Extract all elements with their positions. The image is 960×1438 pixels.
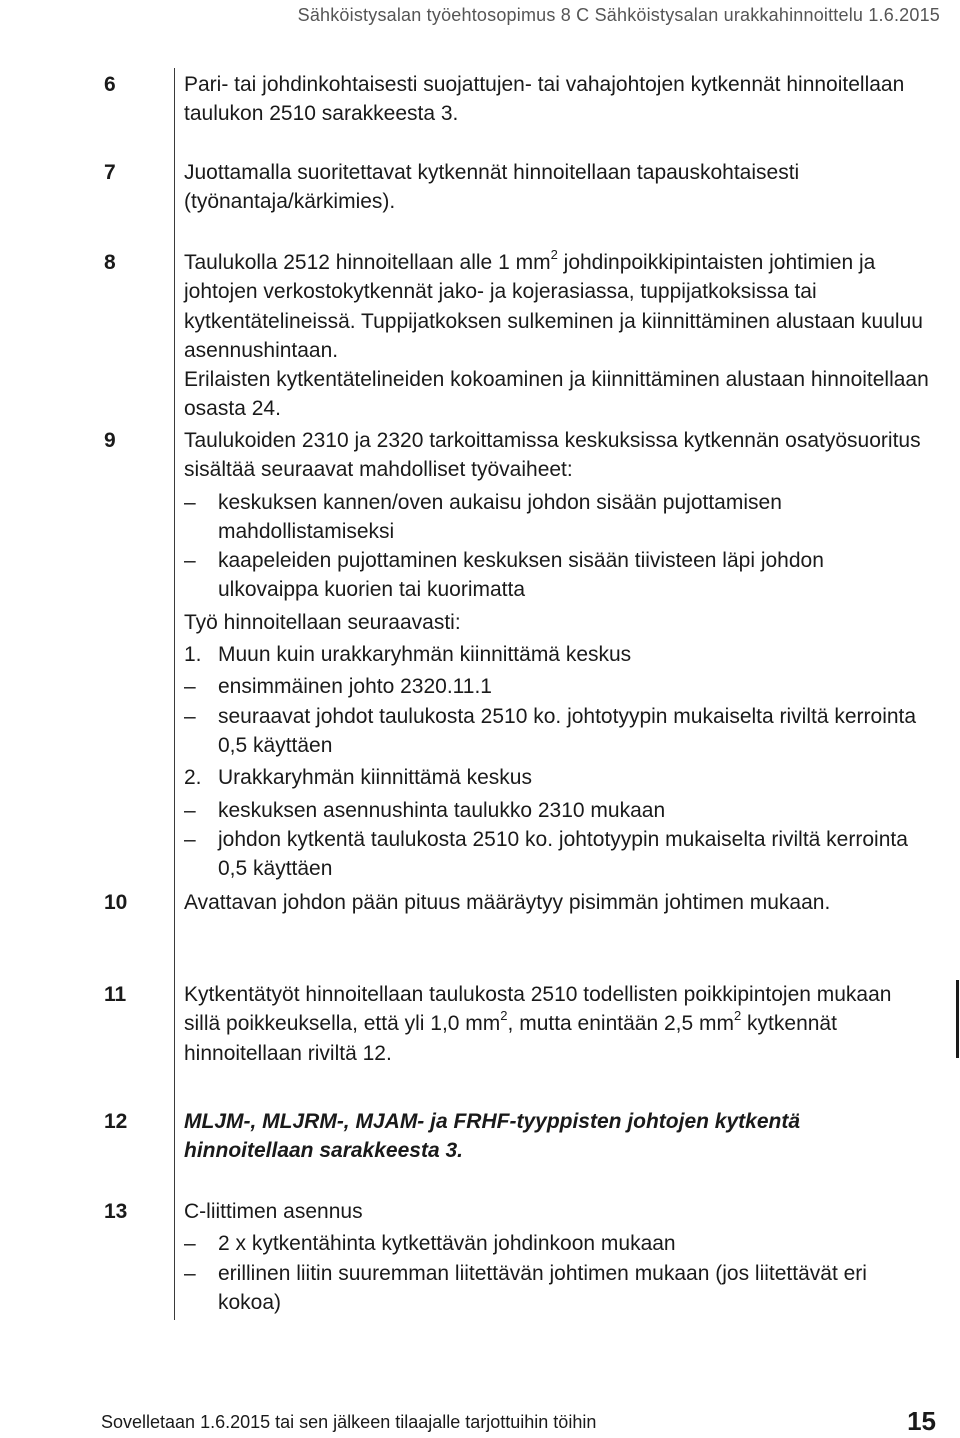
dash-bullet: – bbox=[184, 490, 196, 514]
item-number: 11 bbox=[104, 983, 127, 1006]
superscript: 2 bbox=[550, 247, 558, 262]
item-text bbox=[184, 426, 929, 883]
paragraph: C-liittimen asennus bbox=[184, 1200, 363, 1223]
dash-bullet: – bbox=[184, 1232, 196, 1256]
list-item bbox=[184, 702, 929, 761]
case-title: Urakkaryhmän kiinnittämä keskus bbox=[218, 766, 532, 790]
paragraph bbox=[184, 248, 929, 365]
list-item-text: keskuksen kannen/oven aukaisu johdon sisään pujottamisen mahdollistamiseksi bbox=[218, 490, 782, 543]
item-text bbox=[184, 158, 929, 217]
item-number: 8 bbox=[104, 251, 116, 274]
case-number: 1. bbox=[184, 643, 202, 667]
case-number: 2. bbox=[184, 766, 202, 790]
paragraph: Juottamalla suoritettavat kytkennät hinnoitellaan tapauskohtaisesti (työnantaja/kärkimies). bbox=[184, 161, 800, 214]
paragraph: Taulukoiden 2310 ja 2320 tarkoittamissa keskuksissa kytkennän osatyösuoritus sisältää seuraavat mahdolliset työvaiheet: bbox=[184, 429, 921, 482]
change-bar bbox=[956, 980, 959, 1058]
list-item-text: seuraavat johdot taulukosta 2510 ko. johtotyypin mukaiselta riviltä kerrointa 0,5 käyttäen bbox=[218, 704, 917, 757]
text-run: Kytkentätyöt hinnoitellaan taulukosta 2510 todellisten poikkipintojen mukaan sillä poikkeuksella, että yli 1,0 mm bbox=[184, 983, 892, 1036]
page-header: Sähköistysalan työehtosopimus 8 C Sähköistysalan urakkahinnoittelu 1.6.2015 bbox=[297, 5, 940, 25]
dash-bullet: – bbox=[184, 704, 196, 728]
item-text bbox=[184, 1107, 914, 1166]
item-text bbox=[184, 1197, 929, 1317]
item-number: 12 bbox=[104, 1110, 128, 1133]
list-item-text: ensimmäinen johto 2320.11.1 bbox=[218, 675, 492, 699]
superscript: 2 bbox=[500, 1008, 508, 1024]
list-item-text: erillinen liitin suuremman liitettävän johtimen mukaan (jos liitettävät eri kokoa) bbox=[218, 1261, 867, 1314]
paragraph bbox=[184, 980, 929, 1068]
item-number: 9 bbox=[104, 429, 116, 452]
item-number: 10 bbox=[104, 891, 128, 914]
dash-bullet: – bbox=[184, 798, 196, 822]
paragraph: MLJM-, MLJRM-, MJAM- ja FRHF-tyyppisten johtojen kytkentä hinnoitellaan sarakkeesta 3. bbox=[184, 1110, 801, 1163]
dash-bullet: – bbox=[184, 675, 196, 699]
text-run: Taulukolla 2512 hinnoitellaan alle 1 mm bbox=[184, 251, 551, 274]
case-heading bbox=[184, 640, 929, 669]
dash-bullet: – bbox=[184, 1261, 196, 1285]
page-number: 15 bbox=[907, 1406, 936, 1436]
superscript: 2 bbox=[733, 1008, 742, 1024]
list-item-text: 2 x kytkentähinta kytkettävän johdinkoon mukaan bbox=[218, 1232, 676, 1256]
text-run: johdinpoikkipintaisten johtimien ja johtojen verkostokytkennät jako- ja kojerasiassa, tuppijatkoksissa tai kytkentätelineissä. Tuppijatkoksen sulkeminen ja kiinnittäminen alustaan kuuluu asennushintaan. bbox=[184, 251, 923, 362]
dash-bullet: – bbox=[184, 827, 196, 851]
item-number: 13 bbox=[104, 1200, 128, 1223]
item-text bbox=[184, 70, 929, 129]
list-item-text: keskuksen asennushinta taulukko 2310 mukaan bbox=[218, 798, 666, 822]
list-item bbox=[184, 1259, 918, 1318]
dash-bullet: – bbox=[184, 549, 196, 573]
paragraph: Pari- tai johdinkohtaisesti suojattujen- tai vahajohtojen kytkennät hinnoitellaan taulukon 2510 sarakkeesta 3. bbox=[184, 73, 905, 126]
paragraph: Erilaisten kytkentätelineiden kokoaminen ja kiinnittäminen alustaan hinnoitellaan osasta 24. bbox=[184, 368, 929, 421]
item-number: 7 bbox=[104, 161, 116, 184]
list-item bbox=[184, 825, 929, 884]
text-run: kytkennät hinnoitellaan riviltä 12. bbox=[184, 1012, 837, 1065]
column-divider bbox=[174, 68, 175, 1320]
text-run: , mutta enintään 2,5 mm bbox=[507, 1012, 734, 1036]
paragraph: Työ hinnoitellaan seuraavasti: bbox=[184, 610, 461, 634]
item-text bbox=[184, 248, 929, 424]
list-item bbox=[184, 1229, 929, 1258]
list-item bbox=[184, 672, 929, 701]
list-item bbox=[184, 546, 929, 605]
page-footer: Sovelletaan 1.6.2015 tai sen jälkeen tilaajalle tarjottuihin töihin bbox=[101, 1412, 597, 1432]
item-number: 6 bbox=[104, 73, 116, 96]
list-item-text: johdon kytkentä taulukosta 2510 ko. johtotyypin mukaiselta riviltä kerrointa 0,5 käyttäen bbox=[218, 827, 908, 881]
list-item bbox=[184, 488, 929, 547]
paragraph: Avattavan johdon pään pituus määräytyy pisimmän johtimen mukaan. bbox=[184, 891, 831, 914]
list-item bbox=[184, 796, 929, 825]
list-item-text: kaapeleiden pujottaminen keskuksen sisään tiivisteen läpi johdon ulkovaippa kuorien tai kuorimatta bbox=[218, 549, 824, 602]
item-text bbox=[184, 980, 929, 1068]
case-title: Muun kuin urakkaryhmän kiinnittämä keskus bbox=[218, 643, 632, 667]
case-heading bbox=[184, 763, 929, 792]
item-text bbox=[184, 888, 884, 917]
